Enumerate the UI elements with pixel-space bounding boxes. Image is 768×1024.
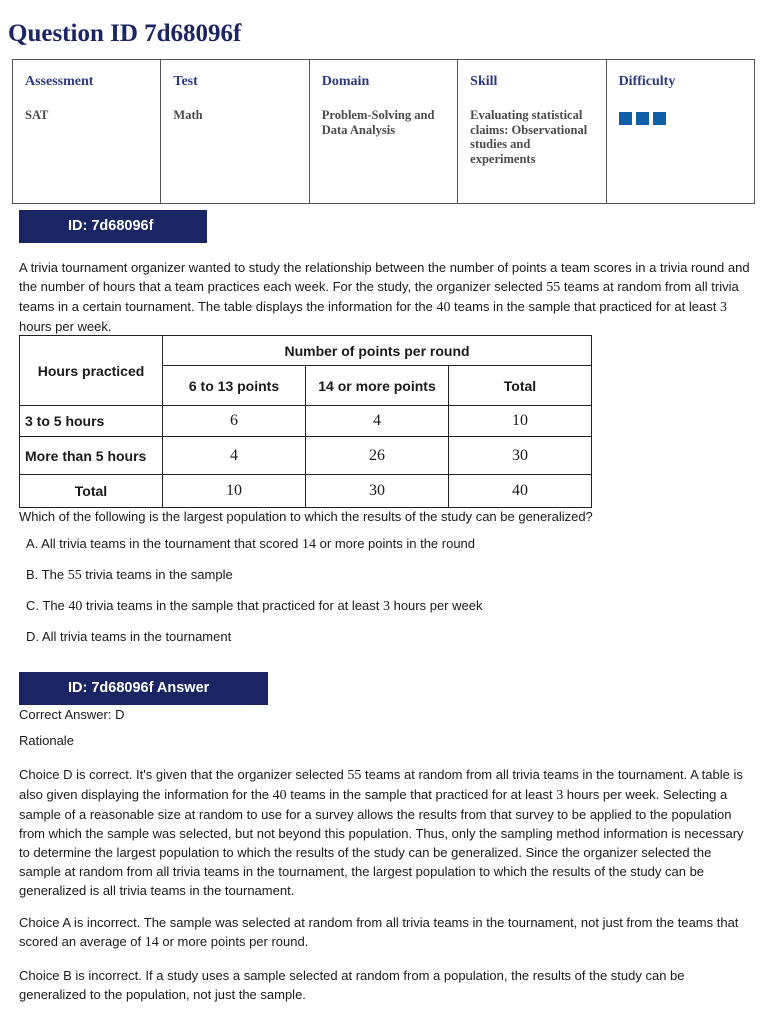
table-row-label: 3 to 5 hours — [20, 406, 163, 437]
rationale-label: Rationale — [19, 733, 74, 748]
table-cell: 26 — [306, 437, 449, 475]
test-header: Test — [173, 74, 198, 89]
table-cell: 40 — [449, 475, 592, 508]
text-segment: hours per week — [389, 598, 483, 613]
table-cell: 4 — [306, 406, 449, 437]
math-number: 40 — [436, 300, 451, 315]
explanation-choice-d — [19, 765, 751, 900]
difficulty-square-icon — [653, 112, 666, 125]
table-cell: 10 — [449, 406, 592, 437]
text-segment: teams at random from all trivia teams in a certain tournament. The table displays the information for the — [19, 279, 739, 314]
answer-choice-d — [26, 627, 231, 646]
text-segment: Choice D is correct. It's given that the organizer selected — [19, 767, 348, 782]
difficulty-indicator — [619, 112, 742, 125]
table-cell: 4 — [163, 437, 306, 475]
text-segment: teams in the sample that practiced for at least — [450, 299, 720, 314]
table-corner-header: Hours practiced — [20, 336, 163, 406]
text-segment: Choice A is incorrect. The sample was selected at random from all trivia teams in the tournament, not just from the teams that scored an average of — [19, 915, 739, 949]
text-segment: A. All trivia teams in the tournament that scored — [26, 536, 303, 551]
skill-value: Evaluating statistical claims: Observational studies and experiments — [470, 108, 588, 166]
text-segment: D. All trivia teams in the tournament — [26, 629, 232, 644]
math-number: 55 — [67, 568, 82, 583]
assessment-header: Assessment — [25, 74, 94, 89]
text-segment: trivia teams in the sample — [81, 567, 233, 582]
table-cell: 10 — [163, 475, 306, 508]
table-col-header: 6 to 13 points — [163, 366, 306, 406]
domain-header: Domain — [321, 74, 370, 89]
text-segment: hours per week. Selecting a sample of a reasonable size at random to use for a survey allows the results from that survey to be applied to the population from which the sample was selected, but not beyond this population. Thus, only the sampling method information is necessary to determine the largest population to which the results of the study can be generalized. Since the organizer selected the sample at random from all trivia teams in the tournament, the largest population to which the results of the study can be generalized is all trivia teams in the tournament. — [19, 787, 744, 898]
math-number: 40 — [68, 599, 83, 614]
text-segment: teams at random from all trivia teams in the tournament. A table is also given displaying the information for the — [19, 767, 743, 802]
answer-id-banner: ID: 7d68096f Answer — [19, 672, 268, 705]
table-col-header: 14 or more points — [306, 366, 449, 406]
table-col-header: Total — [449, 366, 592, 406]
explanation-choice-a — [19, 913, 751, 952]
text-segment: or more points per round. — [158, 934, 309, 949]
text-segment: B. The — [26, 567, 68, 582]
math-number: 3 — [382, 599, 390, 614]
page-title: Question ID 7d68096f — [8, 20, 242, 47]
skill-cell — [458, 60, 606, 204]
difficulty-cell — [606, 60, 754, 204]
difficulty-square-icon — [636, 112, 649, 125]
text-segment: C. The — [26, 598, 69, 613]
table-group-header: Number of points per round — [163, 336, 592, 366]
text-segment: Choice B is incorrect. If a study uses a sample selected at random from a population, the results of the study can be generalized to the population, not just the sample. — [19, 968, 685, 1002]
test-value: Math — [173, 108, 203, 122]
test-cell — [161, 60, 309, 204]
table-cell: 30 — [306, 475, 449, 508]
text-segment: A trivia tournament organizer wanted to study the relationship between the number of points a team scores in a trivia round and the number of hours that a team practices each week. For the study, the organizer selected — [19, 260, 750, 294]
math-number: 55 — [546, 280, 561, 295]
table-row — [20, 406, 592, 437]
explanation-choice-b — [19, 966, 751, 1004]
correct-answer: Correct Answer: D — [19, 707, 125, 722]
data-table — [19, 335, 592, 508]
text-segment: teams in the sample that practiced for at least — [286, 787, 557, 802]
table-cell: 30 — [449, 437, 592, 475]
answer-choice-a — [26, 534, 475, 554]
text-segment: trivia teams in the sample that practiced for at least — [82, 598, 383, 613]
assessment-value: SAT — [25, 108, 49, 122]
answer-choice-c — [26, 596, 482, 616]
math-number: 3 — [556, 788, 564, 803]
table-row — [20, 475, 592, 508]
table-row — [20, 437, 592, 475]
question-metadata-table — [12, 59, 755, 204]
domain-cell — [309, 60, 457, 204]
math-number: 3 — [719, 300, 727, 315]
math-number: 14 — [144, 935, 159, 950]
table-row-label: Total — [20, 475, 163, 508]
question-prompt: Which of the following is the largest population to which the results of the study can be generalized? — [19, 509, 593, 524]
table-row-label: More than 5 hours — [20, 437, 163, 475]
difficulty-header: Difficulty — [618, 74, 676, 89]
math-number: 55 — [347, 768, 362, 783]
math-number: 14 — [302, 537, 317, 552]
question-id-banner: ID: 7d68096f — [19, 210, 207, 243]
question-stem — [19, 258, 751, 336]
text-segment: or more points in the round — [316, 536, 476, 551]
math-number: 40 — [272, 788, 287, 803]
skill-header: Skill — [470, 74, 498, 89]
domain-value: Problem-Solving and Data Analysis — [321, 108, 435, 137]
text-segment: hours per week. — [19, 319, 112, 334]
difficulty-square-icon — [619, 112, 632, 125]
assessment-cell — [13, 60, 161, 204]
answer-choice-b — [26, 565, 233, 585]
table-cell: 6 — [163, 406, 306, 437]
